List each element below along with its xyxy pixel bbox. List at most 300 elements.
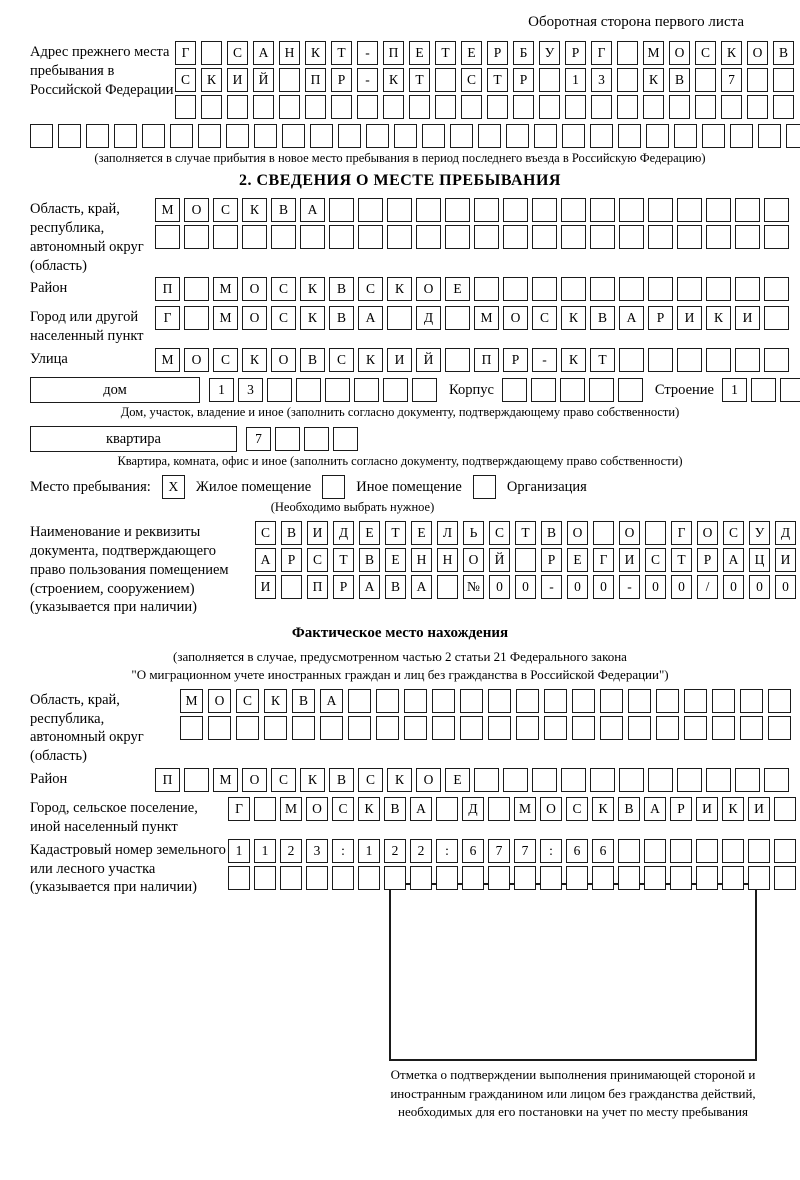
char-box: 1 [228,839,250,863]
char-box [409,95,430,119]
char-box [572,689,595,713]
char-box: В [384,797,406,821]
char-box [358,866,380,890]
char-box [279,68,300,92]
prev-address-rows [175,41,799,122]
char-box: 1 [209,378,234,402]
char-box [600,716,623,740]
char-box [677,348,702,372]
char-box [696,839,718,863]
apartment-type-box: квартира [30,426,237,452]
actual-district-label: Район [30,771,68,788]
char-box: Й [416,348,441,372]
char-box: А [358,306,383,330]
char-box [445,198,470,222]
char-box: М [514,797,536,821]
cadastre-row-1 [228,839,800,863]
char-box [383,378,408,402]
char-box [600,689,623,713]
char-box [531,378,556,402]
char-box [292,716,315,740]
district-row [155,277,793,301]
char-box [590,198,615,222]
char-box [236,716,259,740]
char-box: К [643,68,664,92]
char-box [30,124,53,148]
char-box: С [227,41,248,65]
char-box: / [697,575,718,599]
option-organization-label: Организация [506,478,587,495]
char-box: 6 [462,839,484,863]
char-box [478,124,501,148]
char-box [445,225,470,249]
prev-address-row-2 [175,68,799,92]
char-box: 0 [645,575,666,599]
char-box [436,797,458,821]
char-box [445,306,470,330]
char-box: О [242,277,267,301]
char-box [590,225,615,249]
char-box [329,198,354,222]
char-box [254,866,276,890]
char-box [296,378,321,402]
char-box [677,225,702,249]
street-label: Улица [30,351,68,368]
char-box: Г [155,306,180,330]
char-box: Е [385,548,406,572]
char-box [532,277,557,301]
char-box [376,716,399,740]
char-box [617,95,638,119]
char-box: К [300,277,325,301]
char-box [514,866,536,890]
char-box [383,95,404,119]
char-box: А [723,548,744,572]
char-box: В [271,198,296,222]
char-box [155,225,180,249]
char-box [503,277,528,301]
char-box: - [357,68,378,92]
char-box: В [541,521,562,545]
actual-district-field [30,768,770,795]
char-box: К [358,797,380,821]
char-box [740,689,763,713]
char-box [338,124,361,148]
char-box [619,225,644,249]
apartment-cells [246,427,362,451]
region-field [30,198,770,275]
char-box [645,521,666,545]
char-box [706,198,731,222]
char-box: Ь [463,521,484,545]
char-box [748,866,770,890]
char-box [532,225,557,249]
char-box [445,348,470,372]
char-box [271,225,296,249]
char-box [677,198,702,222]
char-box [740,716,763,740]
char-box: К [264,689,287,713]
page-side-note: Оборотная сторона первого листа [528,14,744,30]
char-box [643,95,664,119]
char-box [722,839,744,863]
char-box: Н [411,548,432,572]
char-box: Р [281,548,302,572]
char-box [696,866,718,890]
char-box: А [300,198,325,222]
char-box [677,768,702,792]
street-field [30,348,770,375]
char-box: 3 [238,378,263,402]
char-box: К [387,768,412,792]
char-box [618,378,643,402]
stamp-area [380,883,766,1121]
char-box [404,716,427,740]
char-box: М [213,768,238,792]
char-box: И [387,348,412,372]
char-box [544,716,567,740]
char-box: В [385,575,406,599]
char-box: О [184,348,209,372]
char-box [539,68,560,92]
char-box [516,689,539,713]
char-box [768,689,791,713]
char-box: Е [461,41,482,65]
char-box [735,277,760,301]
char-box: С [271,306,296,330]
apartment-row [30,426,770,452]
char-box [646,124,669,148]
char-box: Й [253,68,274,92]
char-box: В [669,68,690,92]
prev-address-row-3 [175,95,799,119]
char-box [474,225,499,249]
char-box [706,768,731,792]
char-box: Т [487,68,508,92]
house-number-cells [209,378,441,402]
char-box: Р [697,548,718,572]
char-box: 2 [384,839,406,863]
char-box: Р [331,68,352,92]
char-box [142,124,165,148]
char-box [565,95,586,119]
char-box: О [619,521,640,545]
actual-location-note-1: (заполняется в случае, предусмотренном частью 2 статьи 21 Федерального закона [173,649,627,665]
char-box [198,124,221,148]
char-box [706,225,731,249]
char-box: Р [513,68,534,92]
char-box: С [461,68,482,92]
char-box [254,124,277,148]
char-box [591,95,612,119]
char-box: К [383,68,404,92]
char-box: Ц [749,548,770,572]
char-box [387,225,412,249]
char-box [387,306,412,330]
char-box: Й [489,548,510,572]
char-box: О [416,277,441,301]
char-box: 3 [306,839,328,863]
char-box: А [411,575,432,599]
document-row-3 [255,575,800,599]
char-box [358,198,383,222]
char-box: С [723,521,744,545]
char-box [264,716,287,740]
char-box: Р [541,548,562,572]
char-box [357,95,378,119]
char-box: К [242,198,267,222]
char-box [184,306,209,330]
char-box [764,198,789,222]
char-box [748,839,770,863]
char-box: Т [671,548,692,572]
char-box: В [618,797,640,821]
char-box: 0 [593,575,614,599]
char-box: А [253,41,274,65]
cadastre-row-2 [228,866,800,890]
char-box: С [271,768,296,792]
char-box: И [255,575,276,599]
char-box: Н [437,548,458,572]
char-box [86,124,109,148]
char-box: - [619,575,640,599]
char-box [764,768,789,792]
char-box: 1 [254,839,276,863]
char-box [764,306,789,330]
prev-address-label: Адрес прежнего места пребывания в Российской Федерации [30,44,174,98]
option-other-premises-label: Иное помещение [356,478,462,495]
char-box: С [213,198,238,222]
char-box: 0 [671,575,692,599]
char-box: 6 [592,839,614,863]
char-box: 7 [488,839,510,863]
char-box: В [329,306,354,330]
char-box: О [242,768,267,792]
prev-address-row-1 [175,41,799,65]
char-box: О [184,198,209,222]
char-box [706,277,731,301]
char-box: С [489,521,510,545]
char-box: О [208,689,231,713]
char-box: 1 [358,839,380,863]
char-box: С [271,277,296,301]
char-box [735,198,760,222]
char-box [532,768,557,792]
document-field [30,521,791,617]
actual-location-notes [30,648,770,684]
char-box: К [722,797,744,821]
actual-region-label: Область, край, республика, автономный округ (область) [30,691,144,765]
char-box [590,768,615,792]
char-box: А [320,689,343,713]
char-box [394,124,417,148]
char-box [358,225,383,249]
region-row-1 [155,198,793,222]
char-box [544,689,567,713]
char-box [253,95,274,119]
char-box: К [300,306,325,330]
char-box: А [359,575,380,599]
char-box [590,124,613,148]
char-box [226,124,249,148]
char-box: С [332,797,354,821]
char-box [320,716,343,740]
char-box: У [539,41,560,65]
char-box: П [474,348,499,372]
char-box: Г [175,41,196,65]
char-box [354,378,379,402]
apartment-note: Квартира, комната, офис и иное (заполнить согласно документу, подтверждающему право собственности) [117,454,683,469]
char-box [695,68,716,92]
char-box: 7 [514,839,536,863]
char-box: К [592,797,614,821]
char-box [416,198,441,222]
char-box: В [773,41,794,65]
char-box [201,41,222,65]
checkbox-residential: X [162,475,185,499]
actual-district-row [155,768,793,792]
char-box: Н [279,41,300,65]
char-box: В [300,348,325,372]
char-box: В [292,689,315,713]
char-box [242,225,267,249]
char-box: С [532,306,557,330]
stamp-box [389,883,757,1061]
actual-region-row-2 [180,716,796,740]
char-box [503,225,528,249]
char-box: М [474,306,499,330]
char-box: 0 [515,575,536,599]
char-box [175,95,196,119]
char-box [684,716,707,740]
char-box [751,378,776,402]
house-note: Дом, участок, владение и иное (заполнить согласно документу, подтверждающему право собственности) [120,405,680,420]
char-box [786,124,800,148]
char-box [618,124,641,148]
char-box [618,866,640,890]
char-box [670,866,692,890]
char-box [619,198,644,222]
char-box: И [748,797,770,821]
char-box: Д [416,306,441,330]
char-box [331,95,352,119]
char-box: И [696,797,718,821]
char-box: О [567,521,588,545]
char-box [648,225,673,249]
choose-note: (Необходимо выбрать нужное) [270,500,435,515]
actual-city-label: Город, сельское поселение, иной населенный пункт [30,800,198,835]
char-box: В [590,306,615,330]
char-box: О [306,797,328,821]
char-box: О [463,548,484,572]
char-box [706,348,731,372]
char-box [184,225,209,249]
char-box [462,866,484,890]
char-box: С [645,548,666,572]
char-box [592,866,614,890]
char-box [282,124,305,148]
char-box [628,716,651,740]
char-box: С [329,348,354,372]
actual-city-row [228,797,800,821]
char-box: А [410,797,432,821]
char-box [422,124,445,148]
char-box: Е [445,768,470,792]
char-box [774,797,796,821]
document-row-2 [255,548,800,572]
char-box: К [305,41,326,65]
char-box [758,124,781,148]
char-box [764,225,789,249]
char-box [184,277,209,301]
char-box [436,866,458,890]
char-box: К [358,348,383,372]
char-box [460,689,483,713]
korpus-label: Корпус [449,381,494,398]
char-box: 2 [280,839,302,863]
char-box: К [561,348,586,372]
char-box: : [332,839,354,863]
char-box [208,716,231,740]
char-box: В [329,277,354,301]
char-box [695,95,716,119]
char-box: С [175,68,196,92]
char-box: Т [331,41,352,65]
char-box: М [280,797,302,821]
char-box: В [329,768,354,792]
char-box [561,198,586,222]
char-box: Д [462,797,484,821]
char-box [534,124,557,148]
char-box: 1 [722,378,747,402]
char-box [747,68,768,92]
char-box: А [619,306,644,330]
char-box [617,68,638,92]
document-label: Наименование и реквизиты документа, подтверждающего право пользования помещением (строением, сооружением) (указывается при наличии) [30,524,229,616]
char-box: Т [385,521,406,545]
actual-city-field [30,797,770,837]
char-box: С [255,521,276,545]
char-box: И [735,306,760,330]
char-box: Р [333,575,354,599]
char-box [619,277,644,301]
char-box: Д [775,521,796,545]
char-box: 0 [749,575,770,599]
char-box [348,689,371,713]
char-box: 0 [489,575,510,599]
char-box [648,768,673,792]
char-box [735,225,760,249]
city-row [155,306,793,330]
char-box: М [213,277,238,301]
char-box: Р [487,41,508,65]
char-box [305,95,326,119]
char-box [474,768,499,792]
char-box: С [307,548,328,572]
char-box: И [227,68,248,92]
stroenie-cells [722,378,800,402]
char-box [280,866,302,890]
char-box [648,198,673,222]
char-box [267,378,292,402]
char-box: 3 [591,68,612,92]
char-box: С [213,348,238,372]
char-box: : [436,839,458,863]
char-box [228,866,250,890]
char-box: Г [593,548,614,572]
char-box [180,716,203,740]
char-box: К [706,306,731,330]
